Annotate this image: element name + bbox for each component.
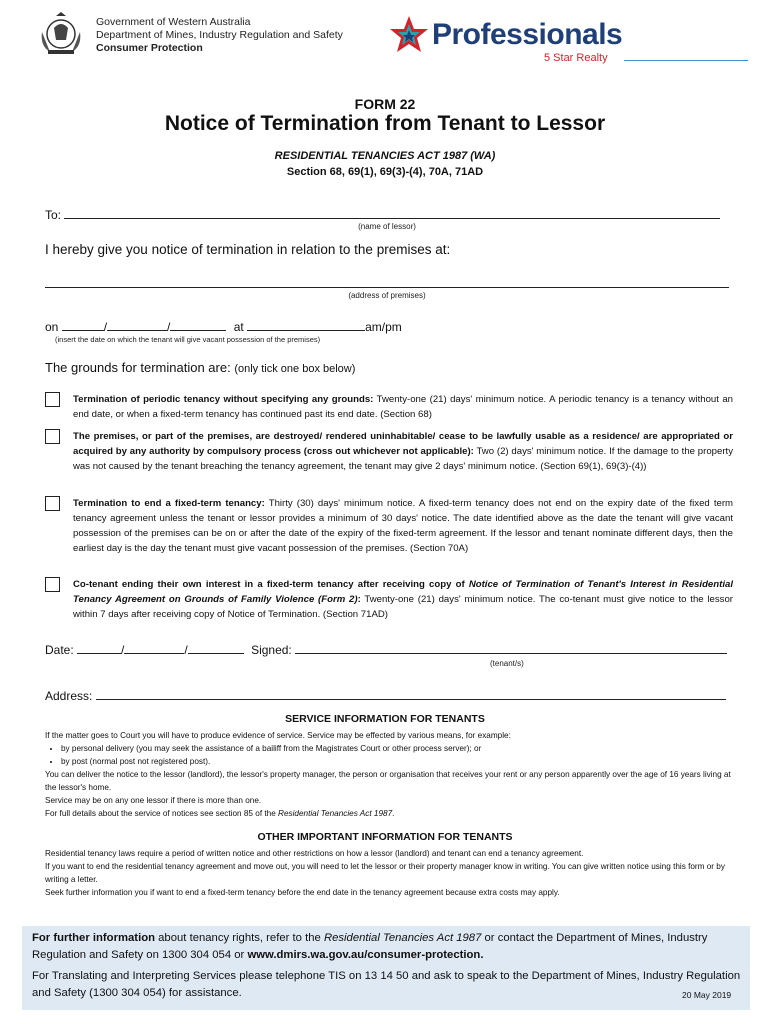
option-periodic-tenancy — [73, 392, 733, 422]
service-info-body — [45, 729, 735, 820]
form-version-date: 20 May 2019 — [682, 990, 732, 1000]
to-row — [45, 206, 729, 222]
periodic-tenancy-checkbox[interactable] — [45, 392, 60, 407]
option-heading-end: : — [357, 594, 361, 605]
form-title: Notice of Termination from Tenant to Lessor — [164, 112, 606, 135]
tis-information-text: For Translating and Interpreting Services please telephone TIS on 13 14 50 and ask to speak to the Department of Mines, Industry Regulation and Safety (1300 304 054) for assistance. — [32, 970, 741, 999]
tenant-address-row — [45, 687, 729, 703]
other-info-p1: Residential tenancy laws require a period of written notice and other restrictions on how a lessor (landlord) and tenant can end a tenancy agreement. — [45, 849, 584, 858]
vacate-day-field[interactable] — [62, 318, 104, 331]
service-lessor-text: Service may be on any one lessor if there is more than one. — [45, 796, 262, 805]
other-info-p2: If you want to end the residential tenancy agreement and move out, you will need to let the lessor or their property manager know in writing. You can give written notice using this form or by writing a letter. — [45, 862, 725, 884]
lessor-caption: (name of lessor) — [358, 222, 416, 231]
other-info-body — [45, 847, 735, 899]
tenant-address-field[interactable] — [96, 687, 726, 700]
signed-label: Signed: — [251, 643, 292, 657]
form-number: FORM 22 — [354, 96, 416, 112]
option-premises-destroyed — [73, 429, 733, 474]
grounds-note: (only tick one box below) — [234, 363, 356, 375]
option-heading: Termination of periodic tenancy without specifying any grounds: — [73, 394, 374, 405]
at-label: at — [233, 320, 244, 334]
option-text: Thirty (30) days' minimum notice. A fixed-term tenancy does not end on the expiry date of the fixed term tenancy agreement unless the tenant or lessor provides a minimum of 30 days' notice. The date identified above as the date the tenant will give vacant possession of the premises can be on or after the date of the expiry of the fixed-term agreement. If the lessor and tenant nominate different days, then the earliest day is the day the tenant must give vacant possession of the premises. (Section 70A) — [73, 498, 734, 554]
wa-government-crest-icon — [36, 12, 86, 60]
list-item: • by post (normal post not registered post). — [61, 755, 735, 768]
brand-subtitle: 5 Star Realty — [544, 52, 608, 64]
option-heading: Termination to end a fixed-term tenancy: — [73, 498, 265, 509]
service-methods-list — [45, 742, 735, 768]
form-2-reference: Notice of Termination of Tenant's Interest in Residential Tenancy Agreement on Grounds of Family Violence (Form 2) — [73, 579, 733, 605]
government-heading — [96, 16, 343, 55]
vacate-date-caption: (insert the date on which the tenant will give vacant possession of the premises) — [55, 335, 321, 344]
address-caption: (address of premises) — [348, 291, 426, 300]
lessor-name-field[interactable] — [64, 206, 720, 219]
option-text: Twenty-one (21) days' minimum notice. The co-tenant must give notice to the lessor within 7 days after receiving copy of Notice of Termination. (Section 71AD) — [73, 594, 733, 620]
signed-month-field[interactable] — [124, 641, 184, 654]
brand-divider — [624, 60, 748, 61]
grounds-label: The grounds for termination are: — [45, 360, 231, 375]
option-text: Twenty-one (21) days' minimum notice. A periodic tenancy is a tenancy without an end date, or when a fixed-term tenancy has continued past its end date. (Section 68) — [73, 394, 733, 420]
option-co-tenant — [73, 577, 733, 622]
service-details-text: For full details about the service of notices see section 85 of the Residential Tenancies Act 1987. — [45, 809, 395, 818]
gov-line-2: Department of Mines, Industry Regulation and Safety — [96, 29, 343, 41]
on-label: on — [45, 320, 59, 334]
vacate-date-row — [45, 318, 402, 334]
further-information-text: For further information about tenancy rights, refer to the Residential Tenancies Act 1987 or contact the Department of Mines, Industry Regulation and Safety on 1300 304 054 or www.dmirs.wa.gov.au/consumer-protection. — [32, 932, 708, 961]
service-delivery-text: You can deliver the notice to the lessor (landlord), the lessor's property manager, the person or organisation that receives your rent or any person apparently over the age of 16 years living at the lessor's home. — [45, 770, 731, 792]
option-heading: The premises, or part of the premises, are destroyed/ rendered uninhabitable/ cease to be lawfully usable as a residence/ are appropriated or acquired by any authority by compulsory process (cross out whichever not applicable): — [73, 431, 733, 457]
fixed-term-checkbox[interactable] — [45, 496, 60, 511]
vacate-time-field[interactable] — [247, 318, 365, 331]
gov-line-1: Government of Western Australia — [96, 16, 251, 28]
list-item: • by personal delivery (you may seek the assistance of a bailiff from the Magistrates Court or other process server); or — [61, 742, 735, 755]
brand-name: Professionals — [432, 18, 623, 51]
dmirs-website-link[interactable]: www.dmirs.wa.gov.au/consumer-protection. — [247, 949, 484, 961]
date-slash: / — [184, 643, 188, 657]
professionals-star-icon — [388, 14, 430, 56]
vacate-month-field[interactable] — [107, 318, 167, 331]
premises-destroyed-checkbox[interactable] — [45, 429, 60, 444]
date-slash: / — [103, 320, 108, 334]
tenant-signature-field[interactable] — [295, 641, 727, 654]
date-slash: / — [167, 320, 171, 334]
signed-year-field[interactable] — [188, 641, 244, 654]
notice-statement: I hereby give you notice of termination in relation to the premises at: — [45, 242, 451, 257]
premises-address-field[interactable] — [45, 275, 729, 288]
co-tenant-checkbox[interactable] — [45, 577, 60, 592]
gov-line-3: Consumer Protection — [96, 42, 203, 54]
date-slash: / — [121, 643, 125, 657]
address-label: Address: — [45, 689, 93, 703]
service-info-title: SERVICE INFORMATION FOR TENANTS — [285, 713, 485, 725]
option-heading: Co-tenant ending their own interest in a fixed-term tenancy after receiving copy of — [73, 579, 469, 590]
act-name: RESIDENTIAL TENANCIES ACT 1987 (WA) — [274, 150, 496, 162]
service-intro: If the matter goes to Court you will have to produce evidence of service. Service may be effected by various means, for example: — [45, 731, 511, 740]
signature-row — [45, 641, 727, 657]
other-info-p3: Seek further information you if want to end a fixed-term tenancy before the end date in the tenancy agreement because extra costs may apply. — [45, 888, 560, 897]
other-info-title: OTHER IMPORTANT INFORMATION FOR TENANTS — [257, 831, 513, 843]
vacate-year-field[interactable] — [170, 318, 226, 331]
signed-day-field[interactable] — [77, 641, 121, 654]
to-label: To: — [45, 208, 62, 222]
tenants-caption: (tenant/s) — [490, 659, 524, 668]
option-fixed-term — [73, 496, 733, 556]
section-references: Section 68, 69(1), 69(3)-(4), 70A, 71AD — [286, 166, 484, 178]
date-label: Date: — [45, 643, 74, 657]
option-text: Two (2) days' minimum notice. If the damage to the property was not caused by the tenant breaching the tenancy agreement, the tenant may give 2 days' minimum notice. (Section 69(1), 69(3)-(4)) — [73, 446, 733, 472]
grounds-heading — [45, 360, 355, 375]
ampm-label: am/pm — [365, 320, 402, 334]
